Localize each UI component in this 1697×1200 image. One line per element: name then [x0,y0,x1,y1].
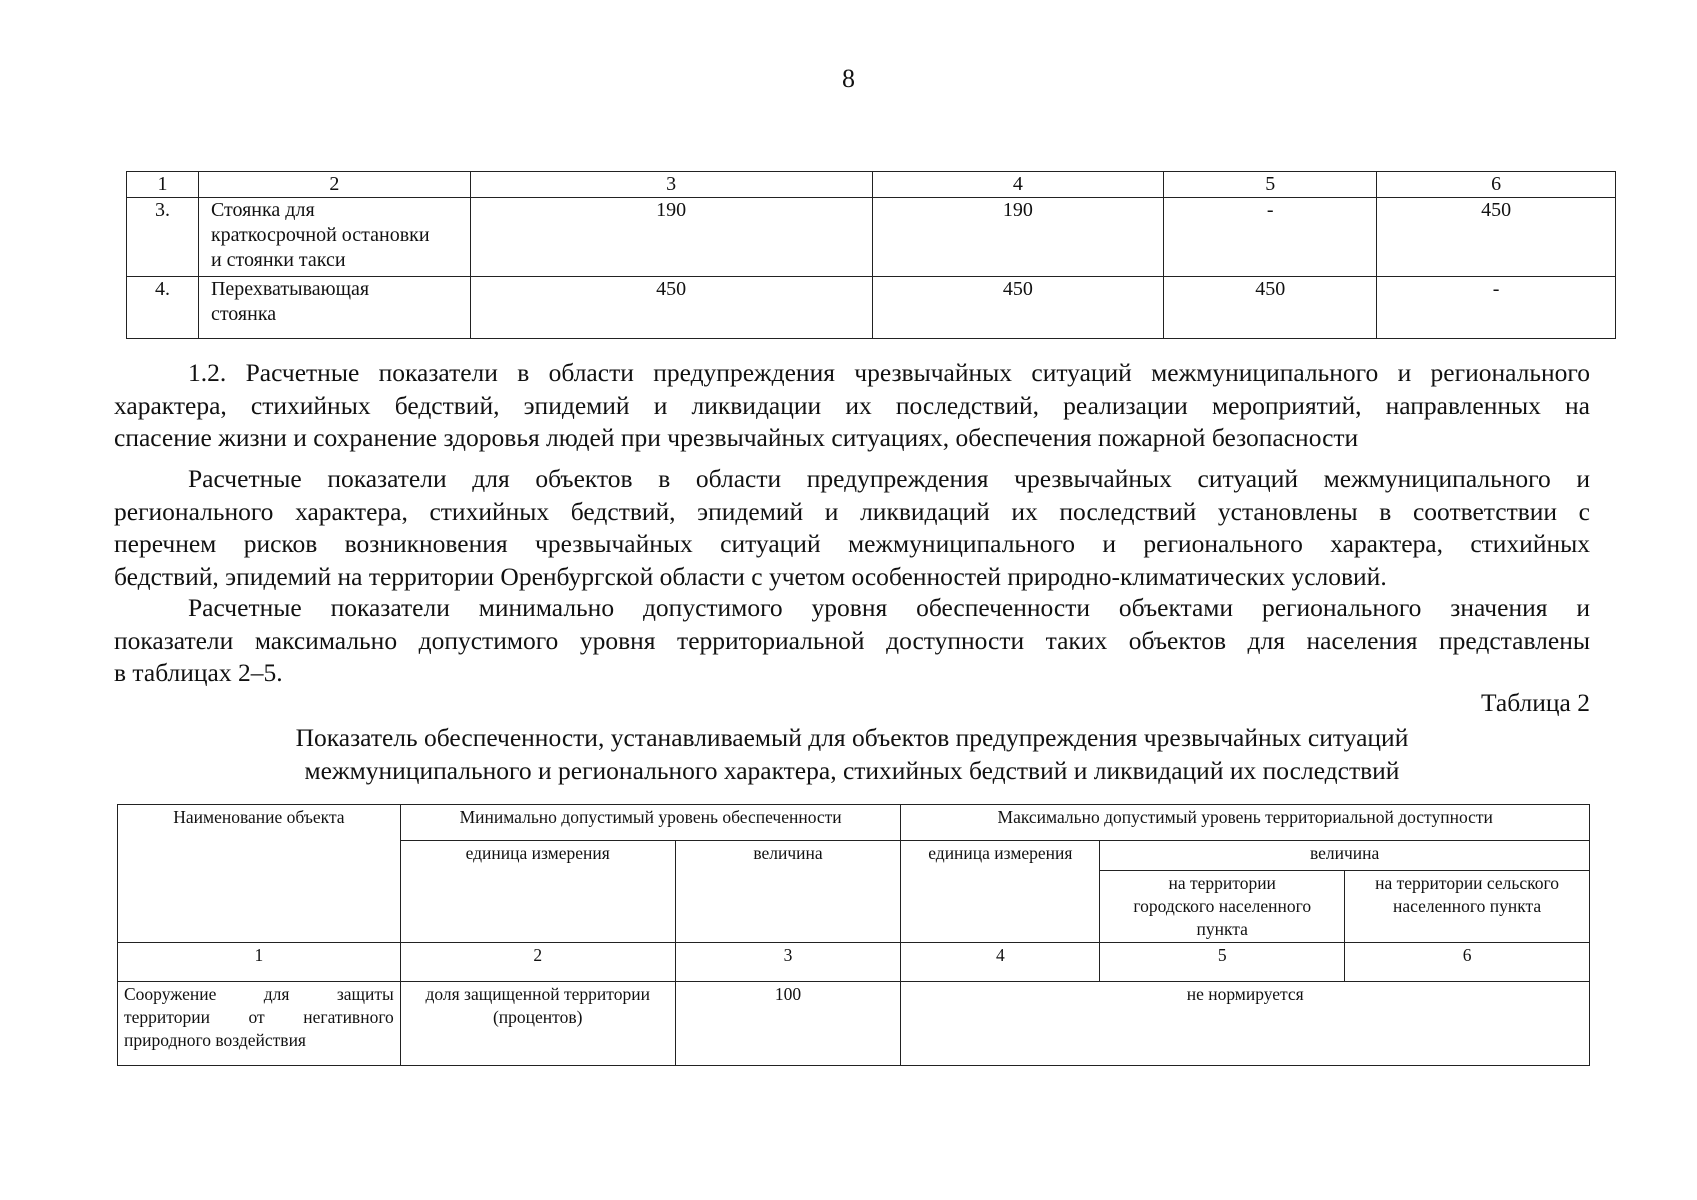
parking-table-header-row [127,172,1616,198]
cell-value: 450 [470,277,872,339]
col-number: 1 [118,943,401,982]
cell-value: 450 [1164,277,1377,339]
emergency-facilities-table [117,804,1590,1066]
col-number: 2 [198,172,470,198]
parking-table [126,171,1616,339]
col-number: 6 [1377,172,1616,198]
row-number: 3. [127,198,199,277]
page-number: 8 [842,64,855,93]
cell-value: 190 [470,198,872,277]
column-numbers-row [118,943,1590,982]
header-urban: на территории городского населенного пункта [1100,871,1345,943]
header-max-accessibility: Максимально допустимый уровень территориальной доступности [901,805,1590,841]
cell-value: 190 [872,198,1164,277]
col-number: 3 [470,172,872,198]
accessibility-cell: не нормируется [901,982,1590,1066]
col-number: 5 [1100,943,1345,982]
value-cell: 100 [675,982,901,1066]
table-header-row [118,805,1590,841]
col-number: 4 [901,943,1100,982]
cell-value: - [1164,198,1377,277]
section-1-2-heading: 1.2. Расчетные показатели в области предупреждения чрезвычайных ситуаций межмуниципального и регионального характера, стихийных бедствий, эпидемий и ликвидации их последствий, реализации мероприятий, направленных на спасение жизни и сохранение здоровья людей при чрезвычайных ситуациях, обеспечения пожарной безопасности [114,358,1590,452]
row-name: Перехватывающая стоянка [198,277,470,339]
cell-value: 450 [1377,198,1616,277]
table-row [118,982,1590,1066]
col-number: 2 [400,943,675,982]
col-number: 1 [127,172,199,198]
row-name: Стоянка для краткосрочной остановки и стоянки такси [198,198,470,277]
header-unit: единица измерения [400,841,675,943]
header-unit: единица измерения [901,841,1100,943]
col-number: 6 [1345,943,1590,982]
header-object-name: Наименование объекта [118,805,401,943]
table-row [127,198,1616,277]
col-number: 5 [1164,172,1377,198]
object-name-cell: Сооружение для защиты территории от негативного природного воздействия [118,982,401,1066]
header-min-provision: Минимально допустимый уровень обеспеченности [400,805,901,841]
cell-value: - [1377,277,1616,339]
table-title: Показатель обеспеченности, устанавливаемый для объектов предупреждения чрезвычайных ситуаций межмуниципального и регионального характера, стихийных бедствий и ликвидаций их последствий [295,723,1409,785]
unit-cell: доля защищенной территории (процентов) [400,982,675,1066]
header-rural: на территории сельского населенного пункта [1345,871,1590,943]
table-label: Таблица 2 [1480,688,1590,717]
paragraph-indicators: Расчетные показатели минимально допустимого уровня обеспеченности объектами регионального значения и показатели максимально допустимого уровня территориальной доступности таких объектов для населения представлены в таблицах 2–5. [114,593,1590,687]
col-number: 4 [872,172,1164,198]
paragraph-risks: Расчетные показатели для объектов в области предупреждения чрезвычайных ситуаций межмуниципального и регионального характера, стихийных бедствий, эпидемий и ликвидаций их последствий установлены в соответствии с перечнем рисков возникновения чрезвычайных ситуаций межмуниципального и регионального характера, стихийных бедствий, эпидемий на территории Оренбургской области с учетом особенностей природно-климатических условий. [114,464,1590,591]
header-value: величина [675,841,901,943]
header-value: величина [1100,841,1590,871]
cell-value: 450 [872,277,1164,339]
row-number: 4. [127,277,199,339]
col-number: 3 [675,943,901,982]
table-row [127,277,1616,339]
